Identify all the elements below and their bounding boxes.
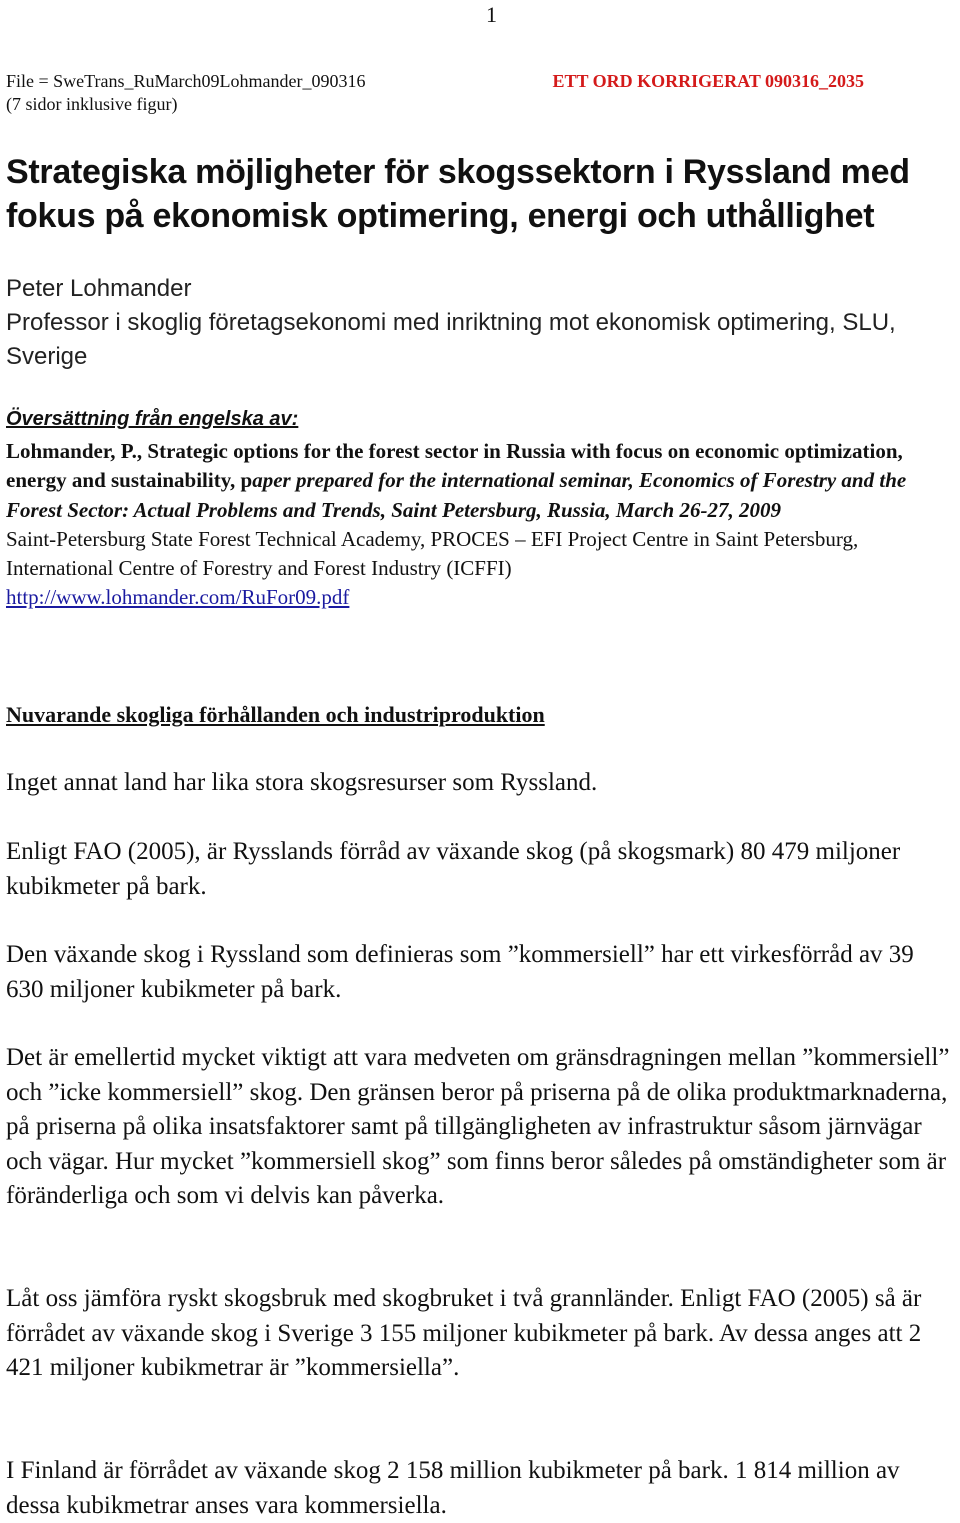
file-label: File = SweTrans_RuMarch09Lohmander_090316 — [6, 71, 366, 91]
pages-note: (7 sidor inklusive figur) — [6, 94, 178, 114]
paragraph: Inget annat land har lika stora skogsresurser som Ryssland. — [6, 769, 598, 796]
reference-bold-text: Lohmander, P., Strategic options for the forest sector in Russia with focus on economic optimization, energy and sustainability, p — [6, 439, 903, 493]
correction-note: ETT ORD KORRIGERAT 090316_2035 — [552, 71, 864, 91]
source-reference — [6, 437, 954, 613]
author-block — [6, 272, 954, 374]
author-position: Professor i skoglig företagsekonomi med inriktning mot ekonomisk optimering, SLU, Sverige — [6, 309, 896, 370]
section-heading: Nuvarande skogliga förhållanden och industriproduktion — [6, 702, 545, 727]
paragraph: Enligt FAO (2005), är Rysslands förråd av växande skog (på skogsmark) 80 479 miljoner kubikmeter på bark. — [6, 838, 901, 900]
author-name: Peter Lohmander — [6, 275, 192, 302]
paragraph: Den växande skog i Ryssland som definieras som ”kommersiell” har ett virkesförråd av 39 630 miljoner kubikmeter på bark. — [6, 941, 914, 1003]
document-title: Strategiska möjligheter för skogssektorn i Ryssland med fokus på ekonomisk optimering, energi och uthållighet — [6, 153, 910, 235]
reference-italic-text: aper prepared for the international seminar, Economics of Forestry and the Forest Sector: Actual Problems and Trends, Saint Petersburg, Russia, March 26-27, 2009 — [6, 468, 907, 522]
translation-heading: Översättning från engelska av: — [6, 408, 299, 430]
page-number: 1 — [486, 2, 497, 27]
file-info-line — [6, 70, 864, 93]
reference-link[interactable]: http://www.lohmander.com/RuFor09.pdf — [6, 585, 350, 610]
reference-institution: Saint-Petersburg State Forest Technical Academy, PROCES – EFI Project Centre in Saint Petersburg, International Centre of Forestry and Forest Industry (ICFFI) — [6, 526, 859, 581]
paragraph: Det är emellertid mycket viktigt att vara medveten om gränsdragningen mellan ”kommersiell” och ”icke kommersiell” skog. Den gränsen beror på priserna på de olika produktmarknaderna, på priserna på olika insatsfaktorer samt på tillgängligheten av infrastruktur såsom järnvägar och vägar. Hur mycket ”kommersiell skog” som finns beror således på omständigheter som är föränderliga och som vi delvis kan påverka. — [6, 1044, 950, 1209]
paragraph: Låt oss jämföra ryskt skogsbruk med skogbruket i två grannländer. Enligt FAO (2005) så är förrådet av växande skog i Sverige 3 155 miljoner kubikmeter på bark. Av dessa anges att 2 421 miljoner kubikmetrar är ”kommersiella”. — [6, 1285, 922, 1381]
paragraph: I Finland är förrådet av växande skog 2 158 million kubikmeter på bark. 1 814 million av dessa kubikmetrar anses vara kommersiella. — [6, 1457, 900, 1519]
